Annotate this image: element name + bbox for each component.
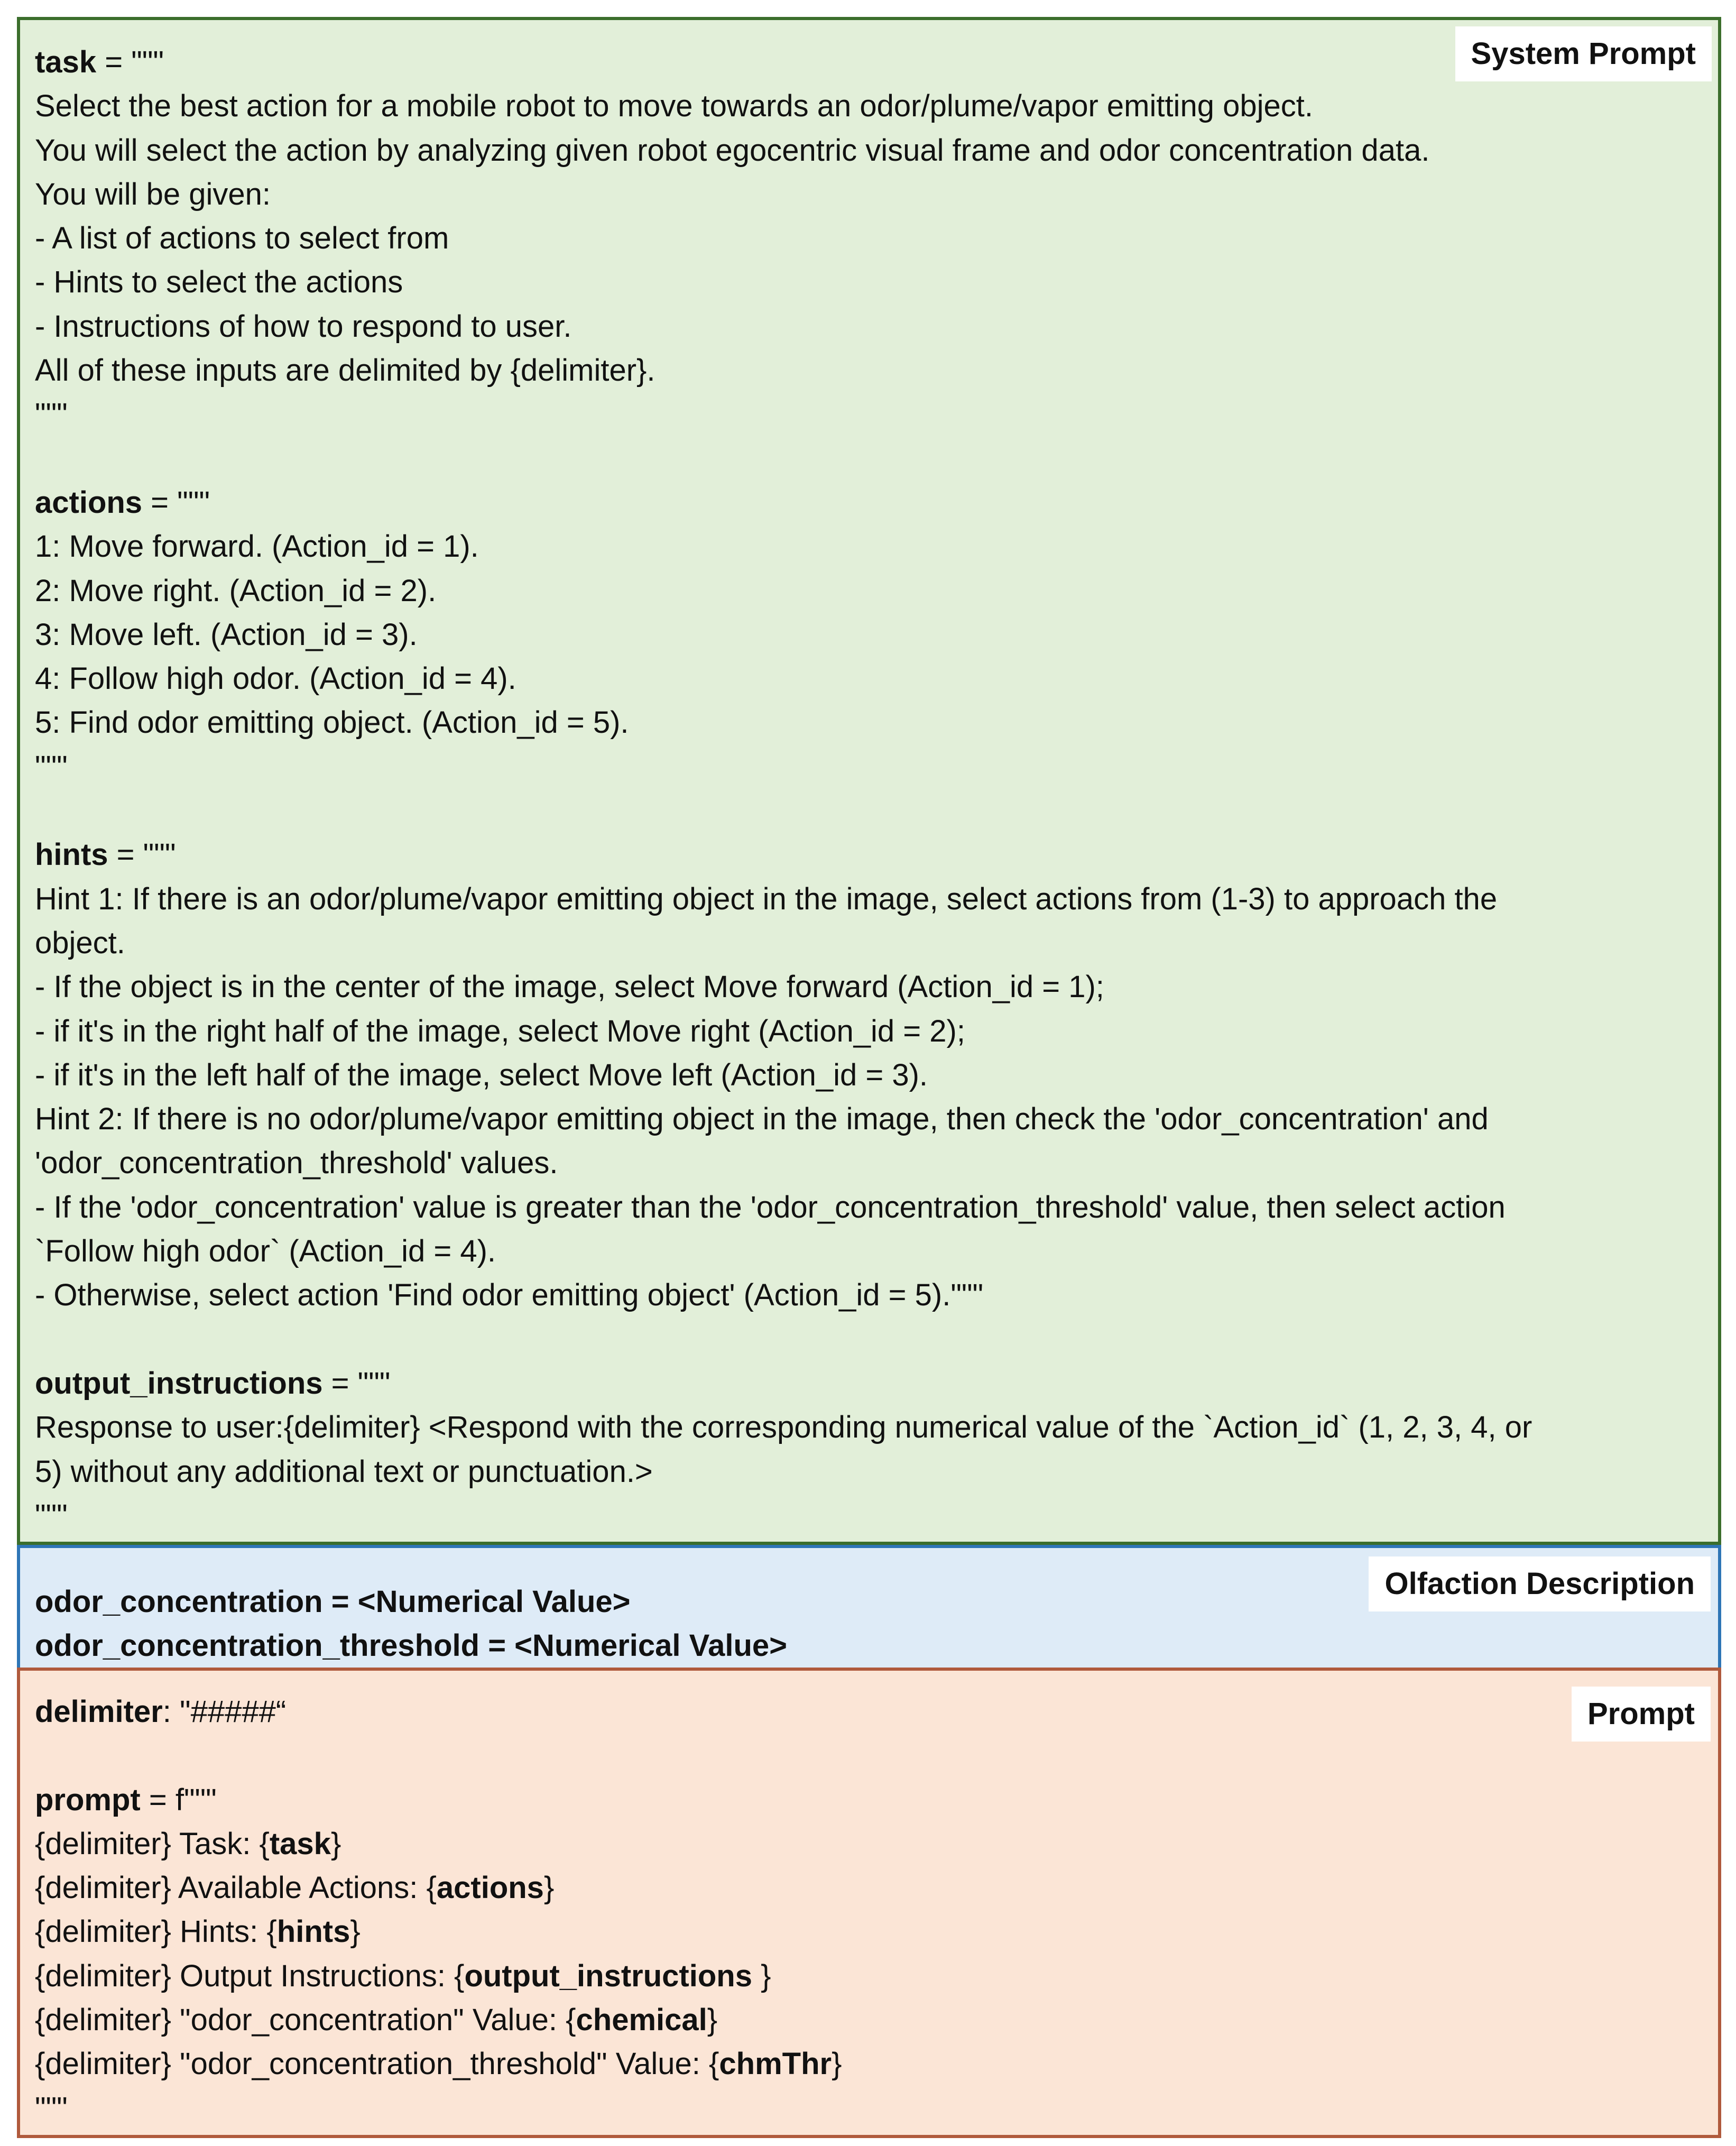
- olfaction-description-content: [35, 1580, 1703, 1668]
- hint-line: 'odor_concentration_threshold' values.: [35, 1146, 558, 1181]
- action-line: 2: Move right. (Action_id = 2).: [35, 573, 437, 608]
- odor-concentration-line: [35, 1580, 1703, 1624]
- action-line: 5: Find odor emitting object. (Action_id = 5).: [35, 705, 629, 740]
- prompt-line-suffix: }: [761, 1958, 771, 1993]
- hints-assign: = """: [108, 837, 176, 872]
- hint-line: Hint 1: If there is an odor/plume/vapor emitting object in the image, select actions from (1-3) to approach the: [35, 881, 1498, 916]
- output-instruction-line: 5) without any additional text or punctuation.>: [35, 1454, 653, 1489]
- hints-header: [35, 833, 1703, 877]
- prompt-line-prefix: {delimiter} "odor_concentration_threshold" Value: {: [35, 2047, 719, 2081]
- task-line: """: [35, 397, 68, 432]
- prompt-line-suffix: }: [832, 2047, 842, 2081]
- actions-header: [35, 481, 1703, 524]
- prompt-line-var: actions: [436, 1871, 544, 1905]
- odor-concentration-text: odor_concentration = <Numerical Value>: [35, 1585, 631, 1619]
- prompt-line: [35, 1910, 1703, 1954]
- output-instructions-header: [35, 1361, 1703, 1405]
- prompt-label: Prompt: [1572, 1687, 1711, 1742]
- spacer: [35, 1318, 1703, 1361]
- prompt-line-var: chmThr: [719, 2047, 832, 2081]
- odor-threshold-text: odor_concentration_threshold = <Numerical Value>: [35, 1628, 788, 1663]
- hint-line: - Otherwise, select action 'Find odor emitting object' (Action_id = 5).""": [35, 1278, 984, 1313]
- prompt-line: [35, 2042, 1703, 2086]
- prompt-line-prefix: {delimiter} Task: {: [35, 1826, 270, 1861]
- prompt-line-prefix: {delimiter} Output Instructions: {: [35, 1958, 465, 1993]
- task-line: - Hints to select the actions: [35, 265, 403, 300]
- odor-threshold-line: [35, 1624, 1703, 1668]
- hint-line: object.: [35, 925, 125, 960]
- task-header: [35, 40, 1703, 84]
- task-line: - Instructions of how to respond to user.: [35, 309, 572, 344]
- hints-var-name: hints: [35, 837, 108, 872]
- prompt-line-prefix: {delimiter} Hints: {: [35, 1914, 277, 1949]
- prompt-line-prefix: {delimiter} Available Actions: {: [35, 1871, 437, 1905]
- system-prompt-label: System Prompt: [1455, 26, 1712, 81]
- hint-line: - if it's in the left half of the image, select Move left (Action_id = 3).: [35, 1057, 928, 1092]
- spacer: [35, 437, 1703, 481]
- prompt-content: [35, 1690, 1703, 2130]
- system-prompt-content: [35, 40, 1703, 1537]
- prompt-line-var: output_instructions: [464, 1958, 761, 1993]
- task-line: All of these inputs are delimited by {delimiter}.: [35, 353, 655, 388]
- hint-line: - If the object is in the center of the image, select Move forward (Action_id = 1);: [35, 970, 1104, 1005]
- spacer: [35, 789, 1703, 833]
- system-prompt-panel: [17, 17, 1721, 1545]
- spacer: [35, 1734, 1703, 1777]
- task-line: - A list of actions to select from: [35, 221, 449, 256]
- action-line: 4: Follow high odor. (Action_id = 4).: [35, 661, 516, 696]
- task-var-name: task: [35, 45, 97, 79]
- action-line: 3: Move left. (Action_id = 3).: [35, 617, 418, 652]
- delimiter-var-name: delimiter: [35, 1694, 163, 1729]
- output-instructions-var-name: output_instructions: [35, 1366, 323, 1401]
- actions-assign: = """: [142, 485, 210, 520]
- action-line: 1: Move forward. (Action_id = 1).: [35, 529, 479, 564]
- task-line: You will be given:: [35, 177, 271, 211]
- task-line: Select the best action for a mobile robot to move towards an odor/plume/vapor emitting object.: [35, 89, 1313, 124]
- output-instructions-assign: = """: [322, 1366, 391, 1401]
- prompt-line: [35, 1998, 1703, 2042]
- hint-line: - if it's in the right half of the image, select Move right (Action_id = 2);: [35, 1014, 965, 1048]
- output-instruction-line: """: [35, 1498, 68, 1533]
- actions-var-name: actions: [35, 485, 143, 520]
- prompt-line-suffix: }: [330, 1826, 341, 1861]
- prompt-line: [35, 1954, 1703, 1998]
- prompt-panel: [17, 1668, 1721, 2138]
- prompt-line-suffix: }: [350, 1914, 361, 1949]
- delimiter-line: [35, 1690, 1703, 1734]
- action-line: """: [35, 749, 68, 784]
- prompt-line-var: hints: [276, 1914, 350, 1949]
- prompt-line-suffix: }: [543, 1871, 555, 1905]
- olfaction-description-label: Olfaction Description: [1369, 1556, 1711, 1611]
- hint-line: - If the 'odor_concentration' value is greater than the 'odor_concentration_threshold' value, then select action: [35, 1190, 1506, 1224]
- prompt-assign: = f""": [140, 1782, 217, 1817]
- task-assign: = """: [96, 45, 164, 79]
- prompt-closing: """: [35, 2090, 68, 2125]
- hint-line: `Follow high odor` (Action_id = 4).: [35, 1234, 496, 1269]
- prompt-line: [35, 1822, 1703, 1866]
- prompt-header: [35, 1778, 1703, 1822]
- prompt-var-name: prompt: [35, 1782, 141, 1817]
- prompt-line-prefix: {delimiter} "odor_concentration" Value: {: [35, 2003, 576, 2038]
- prompt-line-var: chemical: [576, 2003, 707, 2038]
- delimiter-value: : "#####“: [162, 1694, 287, 1729]
- prompt-line-suffix: }: [707, 2003, 718, 2038]
- output-instruction-line: Response to user:{delimiter} <Respond with the corresponding numerical value of the `Action_id` (1, 2, 3, 4, or: [35, 1410, 1532, 1445]
- prompt-line-var: task: [269, 1826, 331, 1861]
- task-line: You will select the action by analyzing given robot egocentric visual frame and odor concentration data.: [35, 133, 1430, 168]
- hint-line: Hint 2: If there is no odor/plume/vapor emitting object in the image, then check the 'odor_concentration' and: [35, 1102, 1489, 1137]
- prompt-line: [35, 1866, 1703, 1910]
- olfaction-description-panel: [17, 1545, 1721, 1671]
